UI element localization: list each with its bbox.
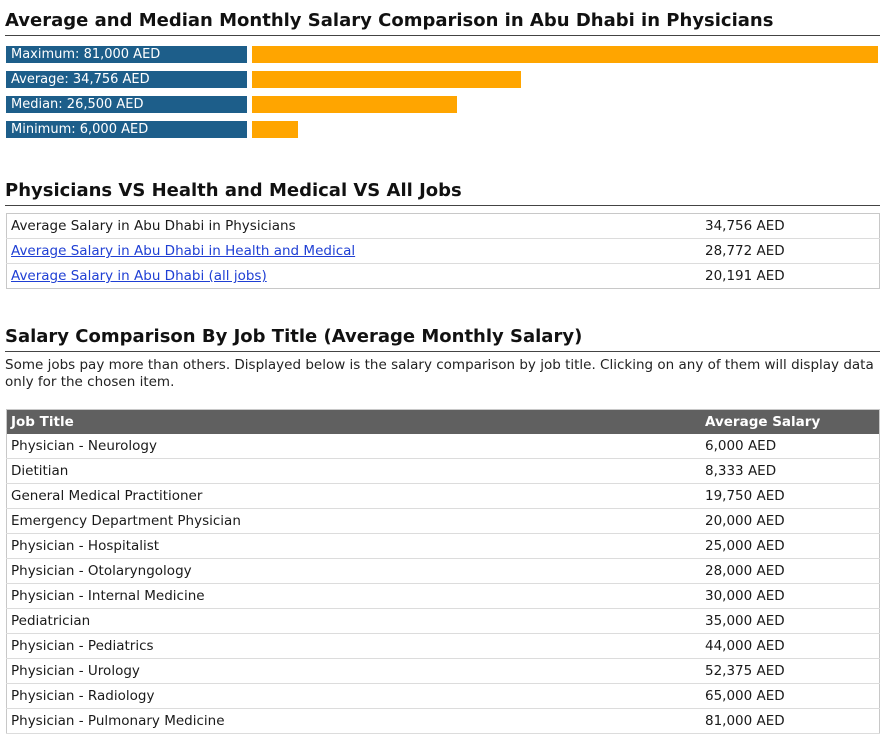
average-salary-cell: 81,000 AED [701, 709, 880, 734]
table-row[interactable] [7, 709, 880, 734]
average-salary-cell: 20,000 AED [701, 509, 880, 534]
job-title-cell[interactable]: Physician - Pulmonary Medicine [7, 709, 702, 734]
average-salary-cell: 6,000 AED [701, 434, 880, 459]
average-salary-cell: 44,000 AED [701, 634, 880, 659]
average-salary-cell: 19,750 AED [701, 484, 880, 509]
table-row[interactable] [7, 559, 880, 584]
comparison-row [7, 214, 880, 239]
table-row[interactable] [7, 659, 880, 684]
comparison-label-cell [7, 264, 702, 289]
job-title-cell[interactable]: Physician - Radiology [7, 684, 702, 709]
job-title-cell[interactable]: Physician - Urology [7, 659, 702, 684]
average-salary-cell: 25,000 AED [701, 534, 880, 559]
table-row[interactable] [7, 509, 880, 534]
job-title-header: Job Title [7, 410, 702, 435]
salary-bar-1 [252, 71, 521, 88]
comparison-label-cell [7, 239, 702, 264]
salary-bar-0 [252, 46, 878, 63]
job-title-section-title: Salary Comparison By Job Title (Average Monthly Salary) [5, 326, 880, 352]
average-salary-cell: 52,375 AED [701, 659, 880, 684]
comparison-value: 28,772 AED [701, 239, 880, 264]
job-title-cell[interactable]: Physician - Internal Medicine [7, 584, 702, 609]
bar-label-2: Median: 26,500 AED [6, 96, 247, 113]
comparison-link[interactable]: Average Salary in Abu Dhabi in Health and Medical [11, 243, 356, 259]
job-title-cell[interactable]: Emergency Department Physician [7, 509, 702, 534]
bar-label-3: Minimum: 6,000 AED [6, 121, 247, 138]
job-title-cell[interactable]: Physician - Pediatrics [7, 634, 702, 659]
job-title-intro-text: Some jobs pay more than others. Displayed below is the salary comparison by job title. Clicking on any of them will display data only for the chosen item. [5, 357, 874, 390]
comparison-section-title: Physicians VS Health and Medical VS All Jobs [5, 180, 880, 206]
comparison-value: 20,191 AED [705, 268, 785, 284]
salary-bar-3 [252, 121, 298, 138]
bar-label-0: Maximum: 81,000 AED [6, 46, 247, 63]
table-row[interactable] [7, 584, 880, 609]
salary-bar-2 [252, 96, 457, 113]
table-row[interactable] [7, 459, 880, 484]
job-table-header-row [7, 410, 880, 435]
average-salary-cell: 28,000 AED [701, 559, 880, 584]
bar-label-1: Average: 34,756 AED [6, 71, 247, 88]
salary-chart-title: Average and Median Monthly Salary Comparison in Abu Dhabi in Physicians [5, 10, 880, 36]
table-row[interactable] [7, 434, 880, 459]
table-row[interactable] [7, 534, 880, 559]
job-title-cell[interactable]: Physician - Otolaryngology [7, 559, 702, 584]
average-salary-cell: 30,000 AED [701, 584, 880, 609]
comparison-table [6, 213, 880, 289]
comparison-link[interactable]: Average Salary in Abu Dhabi (all jobs) [11, 268, 267, 284]
job-title-table [6, 409, 880, 734]
job-title-cell[interactable]: Pediatrician [7, 609, 702, 634]
table-row[interactable] [7, 609, 880, 634]
comparison-label-cell [7, 214, 702, 239]
comparison-label: Average Salary in Abu Dhabi in Physicians [11, 218, 296, 234]
average-salary-cell: 8,333 AED [701, 459, 880, 484]
table-row[interactable] [7, 634, 880, 659]
average-salary-header: Average Salary [701, 410, 880, 435]
comparison-row [7, 264, 880, 289]
job-title-cell[interactable]: Physician - Hospitalist [7, 534, 702, 559]
comparison-row [7, 239, 880, 264]
job-title-cell[interactable]: General Medical Practitioner [7, 484, 702, 509]
job-title-cell[interactable]: Dietitian [7, 459, 702, 484]
table-row[interactable] [7, 484, 880, 509]
average-salary-cell: 35,000 AED [701, 609, 880, 634]
table-row[interactable] [7, 684, 880, 709]
job-title-cell[interactable]: Physician - Neurology [7, 434, 702, 459]
average-salary-cell: 65,000 AED [701, 684, 880, 709]
comparison-value: 34,756 AED [701, 214, 880, 239]
